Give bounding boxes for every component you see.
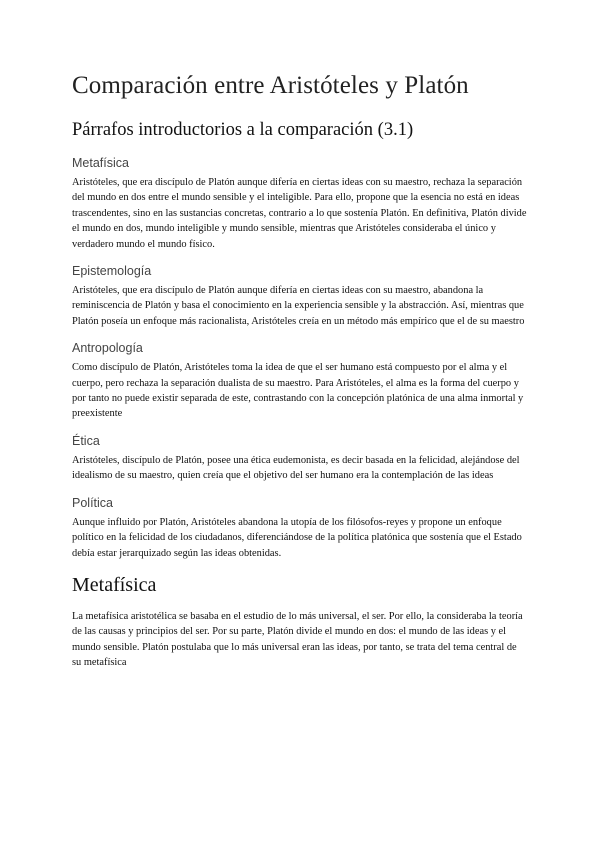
- section-paragraph: Aristóteles, que era discípulo de Platón aunque difería en ciertas ideas con su maestro, abandona la reminiscencia de Platón y basa el conocimiento en la experiencia sensible y la abstracción. Así, mientras que Platón poseía un enfoque más racionalista, Aristóteles creía en un método más empírico que el de su maestro: [72, 285, 525, 327]
- intro-section-politica: [72, 496, 528, 561]
- section-heading: Metafísica: [72, 156, 129, 170]
- document-title: Comparación entre Aristóteles y Platón: [72, 72, 469, 99]
- section-paragraph: Aristóteles, discípulo de Platón, posee una ética eudemonista, es decir basada en la felicidad, alejándose del idealismo de su maestro, quien creía que el objetivo del ser humano era la contemplación de las ideas: [72, 454, 520, 482]
- intro-section-metafisica: [72, 156, 528, 252]
- section-paragraph: Aunque influido por Platón, Aristóteles abandona la utopía de los filósofos-reyes y propone un enfoque político en la felicidad de los ciudadanos, diferenciándose de la política platónica que sostenía que el Estado debía estar jerarquizado según las ideas obtenidas.: [72, 516, 522, 559]
- intro-section-antropologia: [72, 341, 528, 422]
- section-heading: Política: [72, 495, 113, 510]
- section-heading: Ética: [72, 433, 100, 448]
- intro-section-etica: [72, 434, 528, 484]
- metafisica-heading: Metafísica: [72, 573, 157, 596]
- section-heading: Antropología: [72, 341, 143, 356]
- section-paragraph: Como discípulo de Platón, Aristóteles toma la idea de que el ser humano está compuesto por el alma y el cuerpo, pero rechaza la separación dualista de su maestro. Para Aristóteles, el alma es la forma del cuerpo y por tanto no puede existir separada de este, contrastando con la concepción platónica de una alma inmortal y preexistente: [72, 362, 524, 420]
- metafisica-paragraph: La metafísica aristotélica se basaba en el estudio de lo más universal, el ser. Por ello, la consideraba la teoría de las causas y principios del ser. Por su parte, Platón divide el mundo en dos: el mundo de las ideas y el mundo sensible. Platón postulaba que lo más universal eran las ideas, por tanto, se trata del tema central de su metafísica: [72, 610, 523, 669]
- section-heading: Epistemología: [72, 264, 152, 279]
- intro-section-epistemologia: [72, 264, 528, 329]
- section-paragraph: Aristóteles, que era discípulo de Platón aunque difería en ciertas ideas con su maestro, rechaza la separación del mundo en dos entre el mundo sensible y el inteligible. Para ello, propone que la esencia no está en ideas trascendentes, sino en las sustancias concretas, contrario a lo que sostenía Platón. En definitiva, Platón divide el mundo en dos, mundo inteligible y mundo sensible, mientras que Aristóteles consideraba el único y verdadero mundo el mundo físico.: [72, 177, 527, 250]
- intro-heading: Párrafos introductorios a la comparación (3.1): [72, 120, 414, 140]
